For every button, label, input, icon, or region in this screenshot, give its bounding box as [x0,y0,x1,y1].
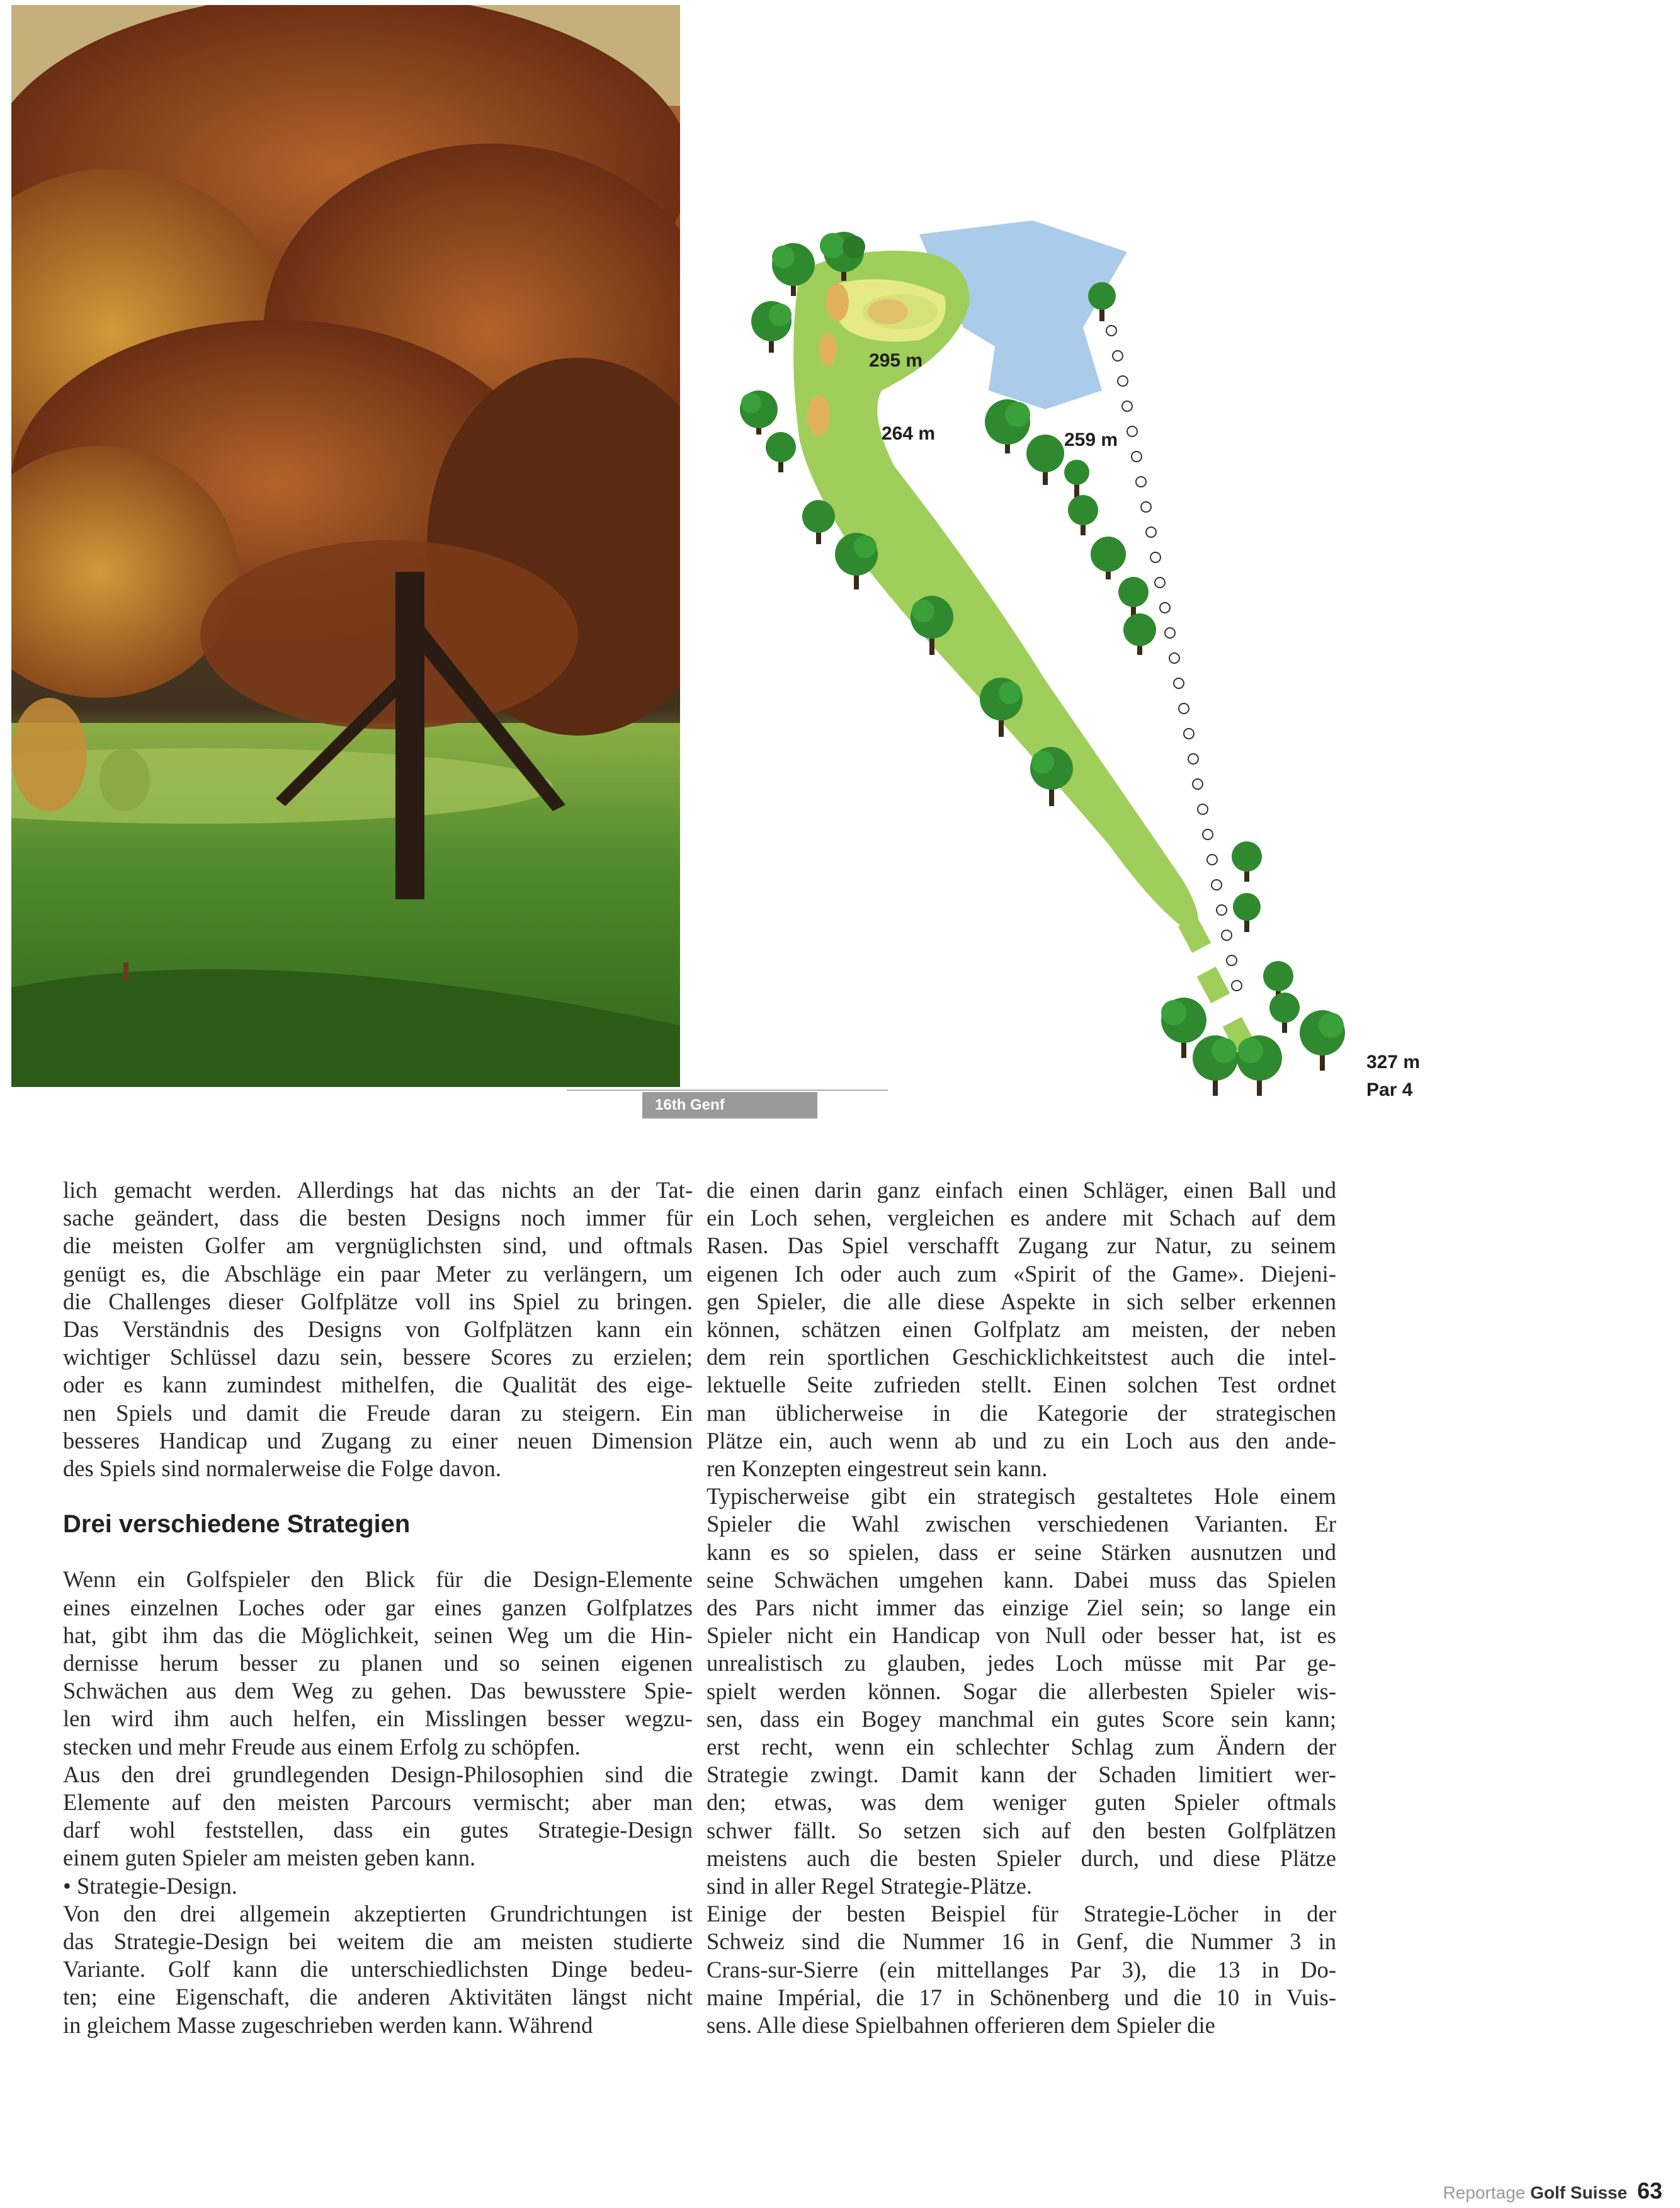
distance-259: 259 m [1064,430,1118,450]
text-line: Einige der besten Beispiel für Strategie-Löcher in der [707,1901,1336,1927]
text-line: können, schätzen einen Golfplatz am meisten, der neben [707,1316,1336,1343]
text-line: nen Spiels und damit die Freude daran zu steigern. Ein [63,1399,693,1426]
page-footer [1096,2178,1662,2204]
text-line: ten; eine Eigenschaft, die anderen Aktivitäten längst nicht [63,1984,693,2010]
text-line: maine Impérial, die 17 in Schönenberg und die 10 in Vuis- [707,1984,1336,2010]
text-line: man üblicherweise in die Kategorie der strategischen [707,1399,1336,1426]
text-line: Wenn ein Golfspieler den Blick für die Design-Elemente [63,1566,693,1593]
text-line: Spieler die Wahl zwischen verschiedenen Varianten. Er [707,1511,1336,1537]
text-line: Rasen. Das Spiel verschafft Zugang zur Natur, zu seinem [707,1232,1336,1259]
text-line: Elemente auf den meisten Parcours vermischt; aber man [63,1789,693,1816]
text-line: besseres Handicap und Zugang zu einer neuen Dimension [63,1427,693,1454]
text-line: des Pars nicht immer das einzige Ziel sein; so lange ein [707,1595,1336,1621]
paragraph [707,1900,1336,2039]
text-line: die meisten Golfer am vergnüglichsten sind, und oftmals [63,1232,693,1259]
text-line: Spieler nicht ein Handicap von Null oder besser hat, ist es [707,1622,1336,1649]
text-line: Aus den drei grundlegenden Design-Philosophien sind die [63,1761,693,1787]
paragraph [707,1482,1336,1900]
text-line: ein Loch sehen, vergleichen es andere mit Schach auf dem [707,1205,1336,1231]
text-line: eines einzelnen Loches oder gar eines ganzen Golfplatzes [63,1594,693,1620]
autumn-tree-photo [11,5,680,1087]
text-line: Das Verständnis des Designs von Golfplätzen kann ein [63,1316,693,1343]
text-line: spielt werden können. Sogar die allerbesten Spieler wis- [707,1678,1336,1704]
text-line: das Strategie-Design bei weitem die am meisten studierte [63,1928,693,1955]
text-line: lich gemacht werden. Allerdings hat das nichts an der Tat- [63,1177,693,1203]
text-line: schwer fällt. So setzen sich auf den besten Golfplätzen [707,1817,1336,1843]
text-line: Typischerweise gibt ein strategisch gestaltetes Hole einem [707,1483,1336,1510]
text-line: stecken und mehr Freude aus einem Erfolg zu schöpfen. [63,1733,581,1760]
text-line: Schwächen aus dem Weg zu gehen. Das bewusstere Spie- [63,1678,693,1704]
text-line: Variante. Golf kann die unterschiedlichsten Dinge bedeu- [63,1956,693,1983]
text-line: die Challenges dieser Golfplätze voll ins Spiel zu bringen. [63,1288,693,1314]
text-line: kann es so spielen, dass er seine Stärken ausnutzen und [707,1539,1336,1565]
text-line: den; etwas, was dem weniger guten Spieler oftmals [707,1789,1336,1816]
bunker-4 [807,396,830,436]
hole-length: 327 m [1366,1052,1421,1073]
text-line: darf wohl feststellen, dass ein gutes Strategie-Design [63,1817,693,1843]
article-column-2 [707,1176,1336,2039]
bunker-3 [819,333,837,366]
hole-diagram [693,202,1385,1159]
text-line: gen Spieler, die alle diese Aspekte in sich selber erkennen [707,1288,1336,1314]
text-line: in gleichem Masse zugeschrieben werden kann. Während [63,2012,593,2038]
text-line: len wird ihm auch helfen, ein Misslingen besser wegzu- [63,1705,693,1732]
text-line: sen, dass ein Bogey manchmal ein gutes Score sein kann; [707,1705,1336,1732]
paragraph [63,1900,693,2039]
text-line: des Spiels sind normalerweise die Folge davon. [63,1455,501,1482]
hole-par: Par 4 [1366,1079,1413,1100]
text-line: lektuelle Seite zufrieden stellt. Einen solchen Test ordnet [707,1372,1336,1398]
bunker-1 [868,299,908,324]
text-line: meistens auch die besten Spieler durch, und diese Plätze [707,1845,1336,1871]
text-line: Plätze ein, auch wenn ab und zu ein Loch aus den ande- [707,1427,1336,1454]
text-line: Von den drei allgemein akzeptierten Grundrichtungen ist [63,1900,693,1926]
text-line: dem rein sportlichen Geschicklichkeitstest auch die intel- [707,1344,1336,1370]
section-heading: Drei verschiedene Strategien [63,1510,411,1539]
distance-264: 264 m [882,423,936,444]
text-line: Strategie zwingt. Damit kann der Schaden limitiert wer- [707,1761,1336,1788]
text-line: hat, gibt ihm das die Möglichkeit, seinen Weg um die Hin- [63,1622,693,1648]
text-line: erst recht, wenn ein schlechter Schlag zum Ändern der [707,1734,1336,1760]
text-line: Schweiz sind die Nummer 16 in Genf, die Nummer 3 in [707,1928,1336,1955]
text-line: seine Schwächen umgehen kann. Dabei muss das Spielen [707,1566,1336,1593]
text-line: oder es kann zumindest mithelfen, die Qualität des eige- [63,1372,693,1398]
paragraph [63,1566,693,1760]
distance-295: 295 m [869,350,923,371]
text-line: sind in aller Regel Strategie-Plätze. [707,1873,1033,1899]
text-line: genügt es, die Abschläge ein paar Meter zu verlängern, um [63,1260,693,1287]
text-line: dernisse herum besser zu planen und so seinen eigenen [63,1650,693,1676]
paragraph [707,1176,1336,1482]
text-line: einem guten Spieler am meisten geben kann. [63,1845,476,1871]
text-line: sens. Alle diese Spielbahnen offerieren dem Spieler die [707,2012,1215,2039]
text-line: die einen darin ganz einfach einen Schläger, einen Ball und [707,1177,1336,1203]
paragraph [63,1761,693,1872]
tee-2 [1197,967,1230,1003]
text-line: Crans-sur-Sierre (ein mittellanges Par 3), die 13 in Do- [707,1956,1336,1983]
text-line: ren Konzepten eingestreut sein kann. [707,1455,1048,1482]
photo-caption: 16th Genf [642,1092,817,1118]
bunker-2 [826,283,849,321]
text-line: wichtiger Schlüssel dazu sein, bessere Scores zu erzielen; [63,1344,693,1370]
text-line: unrealistisch zu glauben, jedes Loch müsse mit Par ge- [707,1650,1336,1676]
text-line: eigenen Ich oder auch zum «Spirit of the Game». Diejeni- [707,1260,1336,1287]
hole-map [693,202,1421,1162]
footer-section: Reportage [1443,2183,1526,2202]
bullet-item: • Strategie-Design. [63,1872,237,1899]
photo-illustration [11,5,680,1087]
footer-magazine: Golf Suisse [1530,2183,1628,2202]
page-number: 63 [1637,2178,1662,2204]
text-line: sache geändert, dass die besten Designs noch immer für [63,1205,693,1231]
paragraph [63,1176,693,1482]
article-column-1 [63,1176,693,2039]
